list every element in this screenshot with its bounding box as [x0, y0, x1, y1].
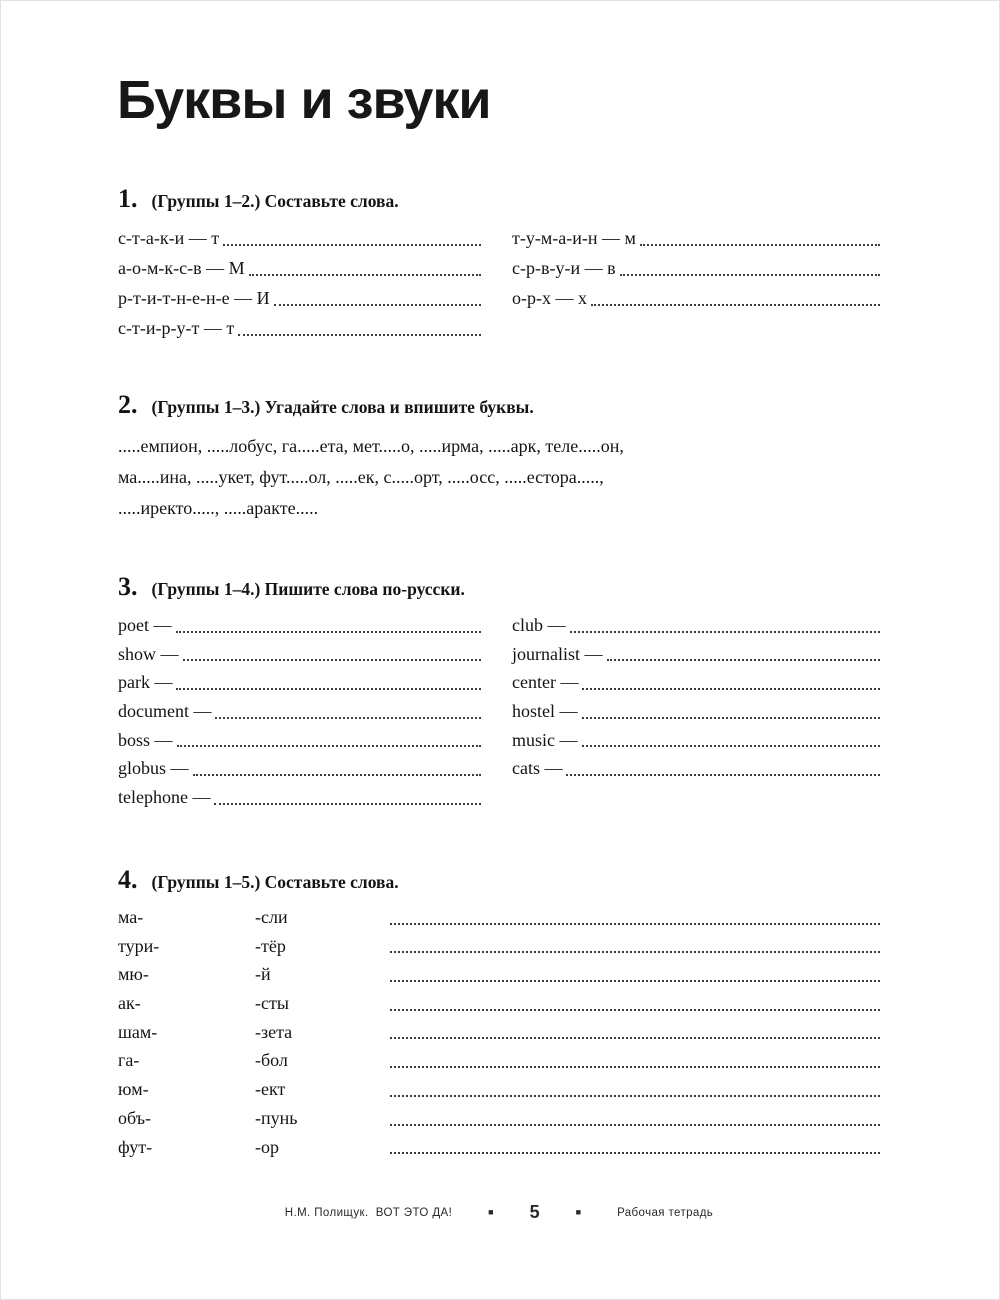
- anagram-text: с-т-а-к-и — т: [118, 228, 220, 248]
- english-word: telephone —: [118, 787, 211, 808]
- word-suffix: -ор: [255, 1136, 279, 1157]
- word-parts-row: [118, 1075, 880, 1104]
- translation-item: [512, 640, 880, 669]
- answer-line: [582, 726, 881, 755]
- english-word: music —: [512, 729, 578, 750]
- answer-line: [214, 783, 481, 812]
- translation-item: [118, 668, 481, 697]
- translation-item: [512, 754, 880, 783]
- word-suffix: -й: [255, 964, 271, 985]
- answer-line: [274, 283, 481, 313]
- exercise-4-heading: [118, 867, 399, 893]
- english-word: club —: [512, 615, 566, 635]
- anagram-text: с-р-в-у-и — в: [512, 258, 616, 278]
- anagram-item: [118, 283, 481, 313]
- anagram-item: [512, 253, 880, 283]
- exercise-1-heading: [118, 186, 399, 212]
- word-prefix: объ-: [118, 1107, 152, 1128]
- anagram-item: [512, 283, 880, 313]
- word-parts-row: [118, 960, 880, 989]
- english-word: poet —: [118, 615, 172, 635]
- footer-subtitle: Рабочая тетрадь: [617, 1206, 714, 1219]
- anagram-item: [118, 223, 481, 253]
- word-suffix: -сли: [255, 907, 288, 927]
- exercise-3-right-column: [512, 611, 880, 783]
- answer-line: [390, 903, 880, 932]
- word-parts-row: [118, 1133, 880, 1162]
- word-suffix: -сты: [255, 993, 289, 1014]
- word-parts-row: [118, 903, 880, 932]
- exercise-1-number: 1.: [118, 184, 138, 213]
- fill-in-line: .....емпион, .....лобус, га.....ета, мет.....о, .....ирма, .....арк, теле.....он,: [118, 436, 624, 456]
- word-suffix: -тёр: [255, 935, 286, 956]
- anagram-text: о-р-х — х: [512, 288, 587, 308]
- footer-author-title: Н.М. Полищук. ВОТ ЭТО ДА!: [284, 1206, 453, 1219]
- answer-line: [249, 253, 481, 283]
- word-suffix: -пунь: [255, 1107, 298, 1128]
- translation-item: [512, 611, 880, 640]
- answer-line: [176, 668, 481, 697]
- translation-item: [118, 697, 481, 726]
- answer-line: [607, 640, 881, 669]
- anagram-item: [118, 313, 481, 343]
- exercise-4-number: 4.: [118, 865, 138, 894]
- exercise-1-instruction: (Группы 1–2.) Составьте слова.: [151, 191, 399, 211]
- exercise-4-instruction: (Группы 1–5.) Составьте слова.: [151, 872, 399, 892]
- english-word: hostel —: [512, 701, 578, 722]
- answer-line: [390, 1018, 880, 1047]
- anagram-item: [512, 223, 880, 253]
- exercise-2-number: 2.: [118, 390, 138, 419]
- word-parts-row: [118, 1046, 880, 1075]
- translation-item: [118, 783, 481, 812]
- answer-line: [591, 283, 880, 313]
- fill-in-line: ма.....ина, .....укет, фут.....ол, .....ек, с.....орт, .....осс, .....естора.....,: [118, 467, 604, 487]
- english-word: journalist —: [512, 643, 603, 664]
- english-word: show —: [118, 643, 179, 664]
- word-prefix: фут-: [118, 1136, 153, 1157]
- anagram-text: с-т-и-р-у-т — т: [118, 318, 235, 338]
- exercise-3-left-column: [118, 611, 481, 812]
- exercise-1-left-column: [118, 223, 481, 343]
- answer-line: [582, 697, 881, 726]
- answer-line: [176, 611, 482, 640]
- answer-line: [390, 1104, 880, 1133]
- anagram-text: а-о-м-к-с-в — М: [118, 258, 245, 278]
- anagram-text: р-т-и-т-н-е-н-е — И: [118, 288, 270, 308]
- english-word: center —: [512, 672, 579, 693]
- answer-line: [390, 989, 880, 1018]
- page-footer: [118, 1202, 880, 1223]
- answer-line: [215, 697, 481, 726]
- answer-line: [238, 313, 481, 343]
- exercise-3-heading: [118, 574, 465, 600]
- translation-item: [118, 754, 481, 783]
- word-prefix: тури-: [118, 935, 160, 956]
- english-word: boss —: [118, 729, 173, 750]
- answer-line: [193, 754, 481, 783]
- exercise-3-number: 3.: [118, 572, 138, 601]
- answer-line: [390, 1046, 880, 1075]
- answer-line: [223, 223, 481, 253]
- english-word: park —: [118, 672, 173, 693]
- answer-line: [570, 611, 881, 640]
- square-bullet-icon: ■: [575, 1207, 582, 1217]
- english-word: globus —: [118, 758, 189, 779]
- fill-in-line: .....иректо....., .....аракте.....: [118, 498, 319, 518]
- word-prefix: га-: [118, 1050, 140, 1071]
- square-bullet-icon: ■: [488, 1207, 494, 1217]
- answer-line: [620, 253, 880, 283]
- answer-line: [390, 932, 880, 961]
- translation-item: [118, 726, 481, 755]
- word-parts-row: [118, 1104, 880, 1133]
- answer-line: [390, 1133, 880, 1162]
- word-prefix: мю-: [118, 964, 149, 985]
- word-prefix: ма-: [118, 907, 144, 927]
- word-parts-row: [118, 932, 880, 961]
- page-number: 5: [529, 1202, 540, 1222]
- word-suffix: -зета: [255, 1021, 293, 1042]
- word-prefix: юм-: [118, 1079, 149, 1100]
- page-title: Буквы и звуки: [117, 70, 491, 130]
- translation-item: [512, 697, 880, 726]
- translation-item: [512, 668, 880, 697]
- word-parts-row: [118, 989, 880, 1018]
- translation-item: [118, 640, 481, 669]
- exercise-2-instruction: (Группы 1–3.) Угадайте слова и впишите буквы.: [151, 397, 534, 417]
- answer-line: [566, 754, 880, 783]
- translation-item: [118, 611, 481, 640]
- exercise-3-instruction: (Группы 1–4.) Пишите слова по-русски.: [151, 579, 465, 599]
- word-prefix: ак-: [118, 993, 141, 1014]
- anagram-item: [118, 253, 481, 283]
- translation-item: [512, 726, 880, 755]
- answer-line: [183, 640, 481, 669]
- answer-line: [390, 1075, 880, 1104]
- english-word: document —: [118, 701, 212, 722]
- anagram-text: т-у-м-а-и-н — м: [512, 228, 636, 248]
- exercise-2-body: [118, 431, 768, 524]
- word-prefix: шам-: [118, 1021, 158, 1042]
- answer-line: [640, 223, 880, 253]
- word-suffix: -ект: [255, 1079, 286, 1100]
- answer-line: [582, 668, 880, 697]
- exercise-2-heading: [118, 392, 534, 418]
- english-word: cats —: [512, 758, 563, 779]
- word-suffix: -бол: [255, 1050, 288, 1071]
- word-parts-row: [118, 1018, 880, 1047]
- answer-line: [390, 960, 880, 989]
- answer-line: [177, 726, 481, 755]
- exercise-4-body: [118, 903, 880, 1161]
- exercise-1-right-column: [512, 223, 880, 313]
